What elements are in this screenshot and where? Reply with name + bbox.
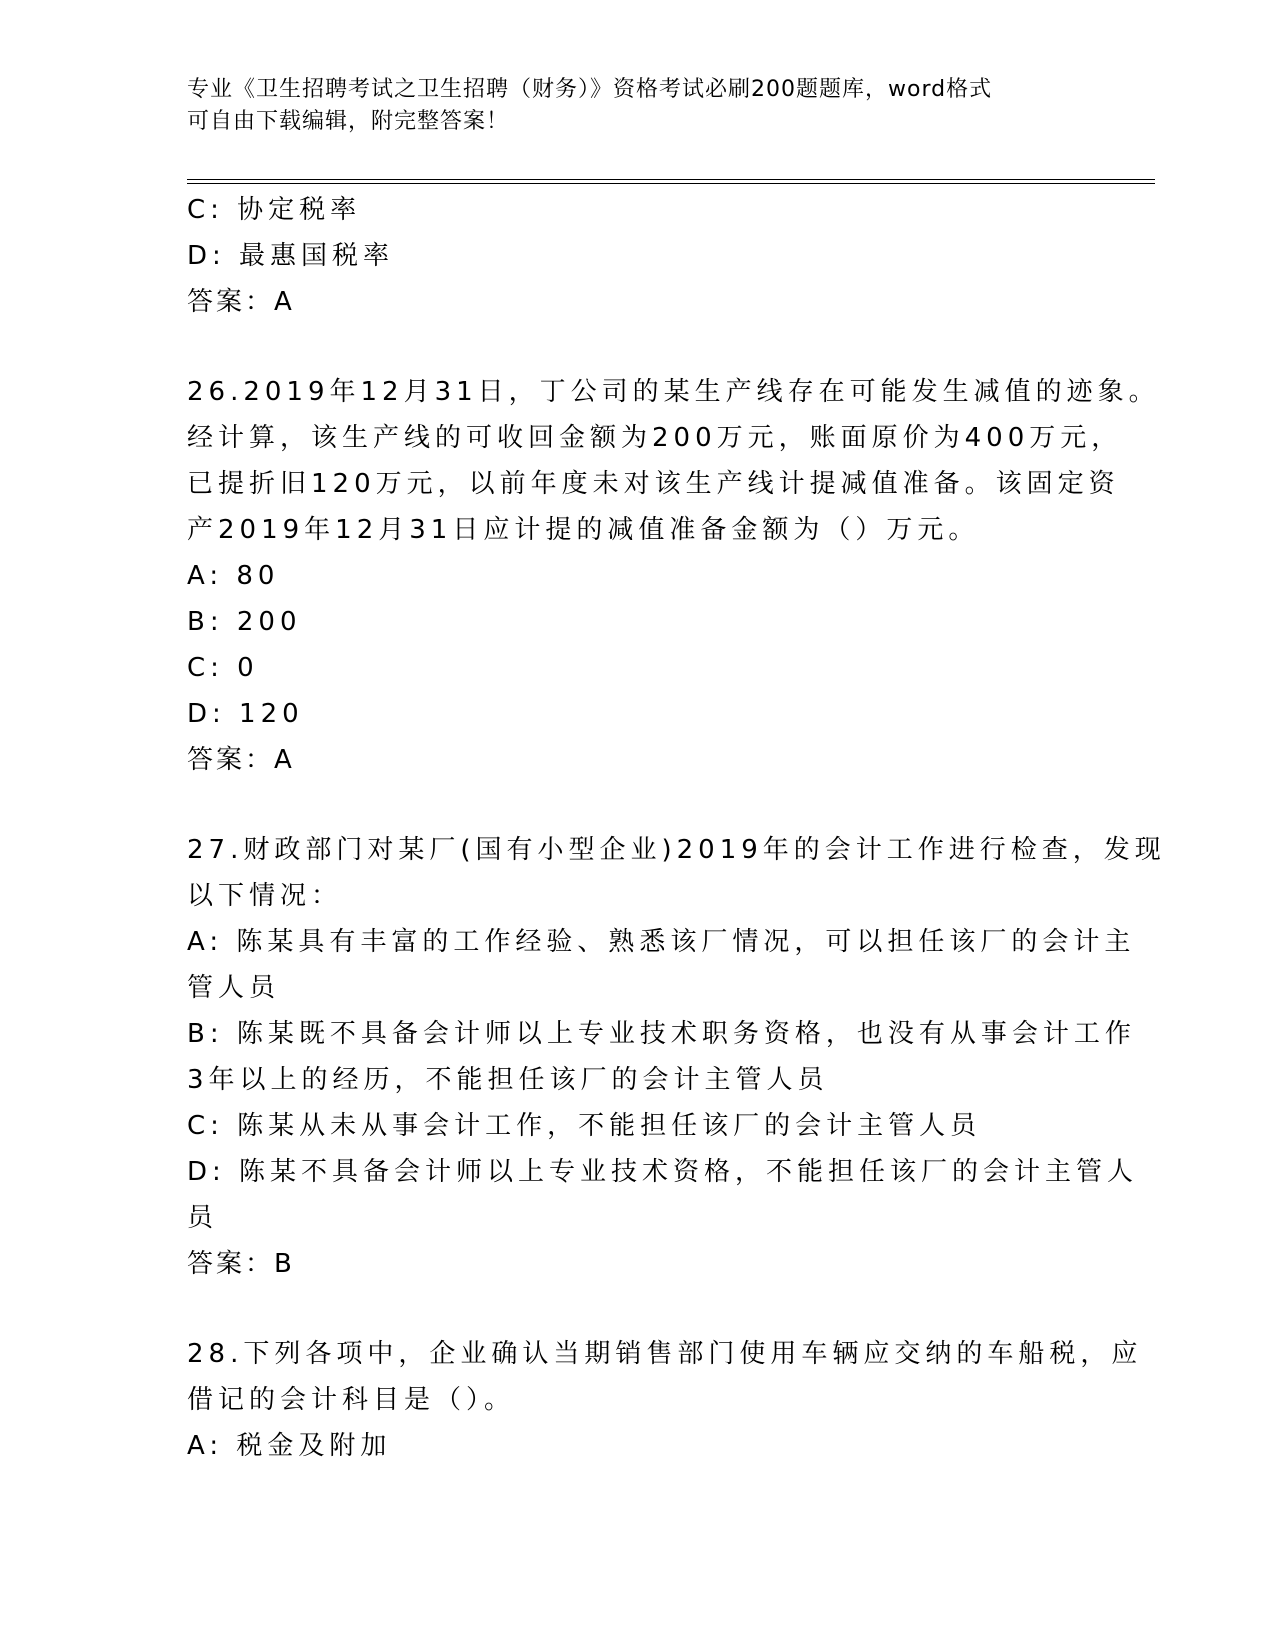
- question-27: [187, 827, 1166, 1287]
- option-b: B: 陈某既不具备会计师以上专业技术职务资格，也没有从事会计工作: [187, 1019, 1136, 1049]
- option-a: A: 陈某具有丰富的工作经验、熟悉该厂情况，可以担任该厂的会计主: [187, 927, 1136, 957]
- question-25-tail: [187, 187, 1087, 325]
- question-text-line: 产2019年12月31日应计提的减值准备金额为（）万元。: [187, 515, 980, 545]
- header-divider-top: [187, 179, 1155, 180]
- question-26: [187, 369, 1160, 783]
- question-text-line: 已提折旧120万元，以前年度未对该生产线计提减值准备。该固定资: [187, 469, 1120, 499]
- question-text-line: 借记的会计科目是（）。: [187, 1385, 516, 1415]
- option-c: C: 陈某从未从事会计工作，不能担任该厂的会计主管人员: [187, 1111, 982, 1141]
- option-c: C: 0: [187, 653, 259, 683]
- option-c: C: 协定税率: [187, 195, 362, 225]
- header-divider-bottom: [187, 183, 1155, 184]
- option-d-cont: 员: [187, 1203, 219, 1233]
- question-text-line: 28.下列各项中，企业确认当期销售部门使用车辆应交纳的车船税，应: [187, 1339, 1143, 1369]
- option-b: B: 200: [187, 607, 302, 637]
- question-text-line: 27.财政部门对某厂(国有小型企业)2019年的会计工作进行检查，发现: [187, 835, 1166, 865]
- answer: 答案：A: [187, 287, 295, 317]
- option-b-cont: 3年以上的经历，不能担任该厂的会计主管人员: [187, 1065, 829, 1095]
- header-line-2: 可自由下载编辑，附完整答案！: [187, 109, 510, 134]
- document-body: [187, 187, 1166, 1469]
- answer: 答案：A: [187, 745, 295, 775]
- question-text-line: 经计算，该生产线的可收回金额为200万元，账面原价为400万元，: [187, 423, 1123, 453]
- answer: 答案：B: [187, 1249, 295, 1279]
- option-a: A: 80: [187, 561, 280, 591]
- question-text-line: 26.2019年12月31日，丁公司的某生产线存在可能发生减值的迹象。: [187, 377, 1160, 407]
- header-line-1: 专业《卫生招聘考试之卫生招聘（财务）》资格考试必刷200题题库，word格式: [187, 77, 993, 102]
- option-d: D: 120: [187, 699, 304, 729]
- option-a-cont: 管人员: [187, 973, 281, 1003]
- question-text-line: 以下情况：: [187, 881, 343, 911]
- option-d: D: 最惠国税率: [187, 241, 395, 271]
- option-a: A: 税金及附加: [187, 1431, 392, 1461]
- document-header: [187, 74, 1087, 138]
- option-d: D: 陈某不具备会计师以上专业技术资格，不能担任该厂的会计主管人: [187, 1157, 1139, 1187]
- question-28: [187, 1331, 1143, 1469]
